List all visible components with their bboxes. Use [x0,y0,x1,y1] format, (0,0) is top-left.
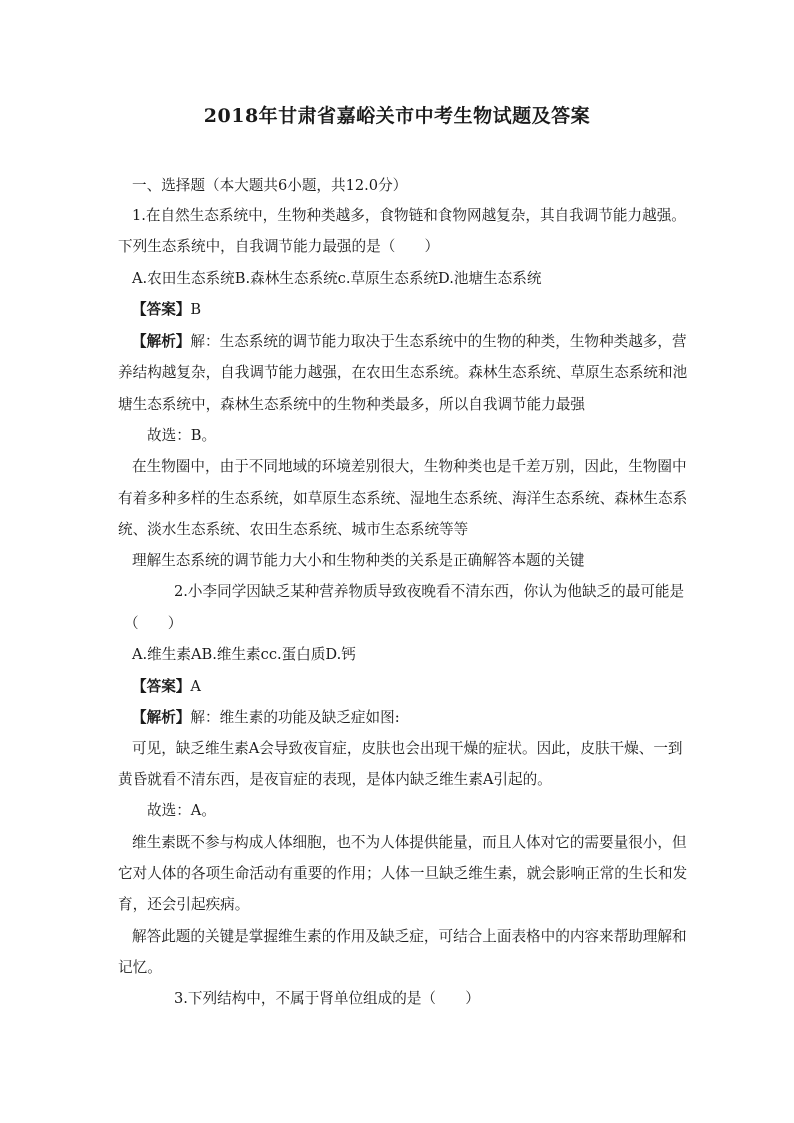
q1-analysis-line-2: 养结构越复杂，自我调节能力越强，在农田生态系统。森林生态系统、草原生态系统和池 [118,364,688,381]
q1-analysis-line-3: 塘生态系统中，森林生态系统中的生物种类最多，所以自我调节能力最强 [118,396,586,413]
q1-stem-line-2: 下列生态系统中，自我调节能力最强的是（ ） [118,238,440,255]
q2-stem-line-1: 2.小李同学因缺乏某种营养物质导致夜晚看不清东西，你认为他缺乏的最可能是 [174,583,685,600]
section-header: 一、选择题（本大题共6小题，共12.0分） [132,177,408,194]
q2-analysis-text-1: 解：维生素的功能及缺乏症如图: [190,709,400,726]
q2-answer-label: 【答案】 [132,678,191,695]
q2-answer [132,677,201,697]
q2-analysis-line-3: 黄昏就看不清东西，是夜盲症的表现，是体内缺乏维生素A引起的。 [118,771,552,788]
q1-analysis-line-1 [132,332,687,352]
q1-answer-label: 【答案】 [132,301,191,318]
q1-stem-line-1: 1.在自然生态系统中，生物种类越多，食物链和食物网越复杂，其自我调节能力越强。 [132,207,686,224]
q1-answer [132,300,201,320]
q2-analysis-label: 【解析】 [132,709,191,726]
q1-analysis-text-1: 解：生态系统的调节能力取决于生态系统中的生物的种类，生物种类越多，营 [190,333,687,350]
q2-key-point-line-1: 解答此题的关键是掌握维生素的作用及缺乏症，可结合上面表格中的内容来帮助理解和 [132,928,687,945]
q1-note-line-2: 有着多种多样的生态系统，如草原生态系统、湿地生态系统、海洋生态系统、森林生态系 [118,490,688,507]
q2-note-line-3: 育，还会引起疾病。 [118,896,250,913]
q1-options: A.农田生态系统B.森林生态系统c.草原生态系统D.池塘生态系统 [132,270,542,287]
q1-answer-value: B [190,301,202,318]
q3-stem-line-1: 3.下列结构中，不属于肾单位组成的是（ ） [174,990,480,1007]
q2-note-line-2: 它对人体的各项生命活动有重要的作用；人体一旦缺乏维生素，就会影响正常的生长和发 [118,865,688,882]
q2-note-line-1: 维生素既不参与构成人体细胞，也不为人体提供能量，而且人体对它的需要量很小，但 [132,834,687,851]
q2-analysis-line-2: 可见，缺乏维生素A会导致夜盲症，皮肤也会出现干燥的症状。因此，皮肤干燥、一到 [132,740,683,757]
q2-options: A.维生素AB.维生素cc.蛋白质D.钙 [132,646,356,663]
page-title: 2018年甘肃省嘉峪关市中考生物试题及答案 [203,105,591,127]
q1-key-point: 理解生态系统的调节能力大小和生物种类的关系是正确解答本题的关键 [132,552,585,569]
q2-answer-value: A [190,678,201,695]
q2-analysis-line-1 [132,708,400,728]
q1-analysis-label: 【解析】 [132,333,191,350]
q2-choice: 故选：A。 [147,802,216,819]
q2-key-point-line-2: 记忆。 [118,959,162,976]
q2-stem-line-2: （ ） [124,615,183,632]
q1-note-line-1: 在生物圈中，由于不同地域的环境差别很大，生物种类也是千差万别，因此，生物圈中 [132,458,687,475]
q1-choice: 故选：B。 [147,427,217,444]
q1-note-line-3: 统、淡水生态系统、农田生态系统、城市生态系统等等 [118,521,469,538]
